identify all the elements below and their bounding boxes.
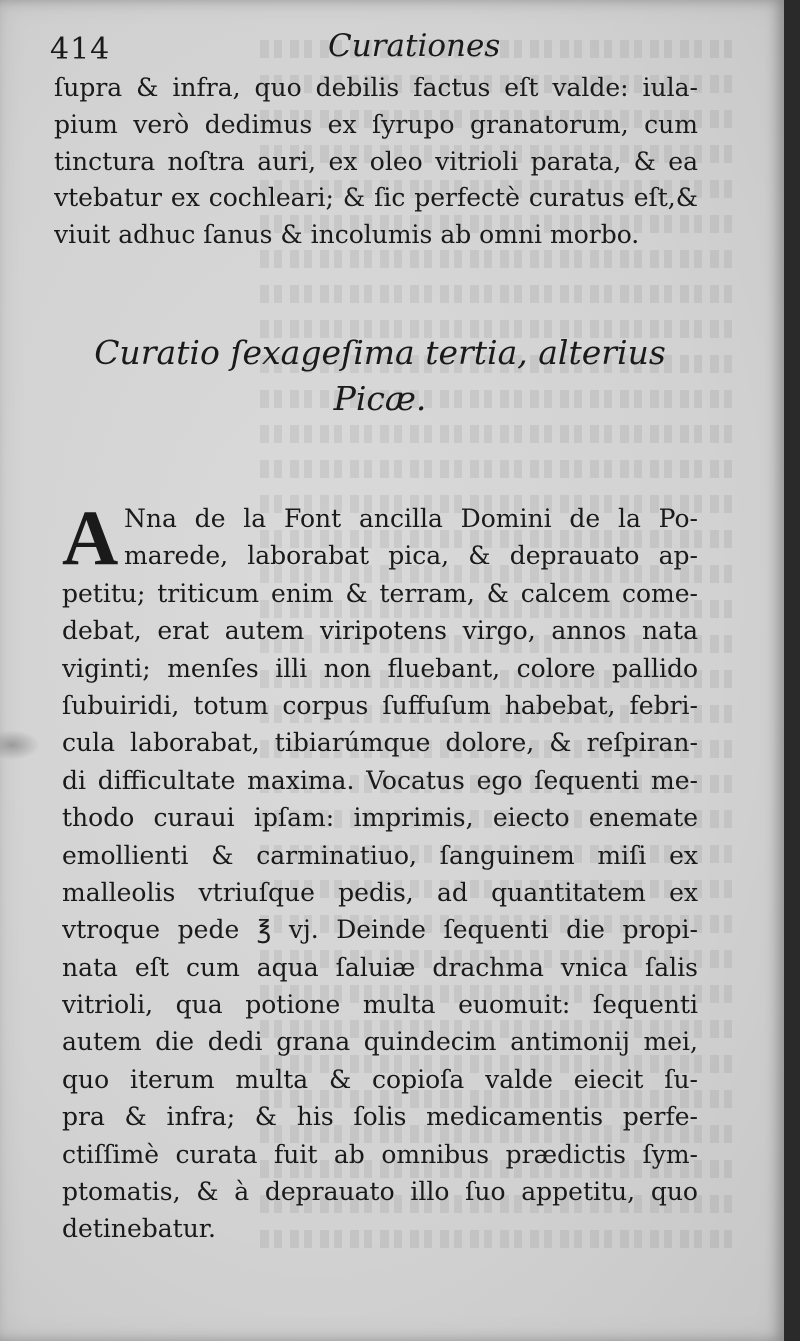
continued-paragraph: [54, 70, 698, 254]
text-line: di difficultate maxima. Vocatus ego ſequenti me-: [62, 765, 698, 795]
page-number: 414: [50, 32, 111, 67]
text-line: vitrioli, qua potione multa euomuit: ſequenti: [62, 990, 698, 1020]
section-heading: [60, 330, 700, 422]
text-line: viginti; menſes illi non fluebant, colore pallido: [62, 653, 698, 683]
heading-line-1: Curatio ſexageſima tertia, alterius: [94, 333, 666, 372]
text-line: quo iterum multa & copioſa valde eiecit ſu-: [62, 1064, 698, 1094]
text-line: debat, erat autem viripotens virgo, annos nata: [62, 616, 698, 646]
text-line: Nna de la Font ancilla Domini de la Po-: [124, 504, 698, 533]
text-line: ſubuiridi, totum corpus ſuffuſum habebat, febri-: [62, 690, 698, 720]
page-smudge: [0, 730, 40, 760]
text-line: emollienti & carminatiuo, ſanguinem miſi ex: [62, 840, 698, 870]
text-line: ctiſſimè curata fuit ab omnibus prædictis ſym-: [62, 1139, 698, 1169]
text-line: detinebatur.: [62, 1214, 216, 1244]
text-line: autem die dedi grana quindecim antimonij mei,: [62, 1027, 698, 1057]
text-line: ptomatis, & à deprauato illo ſuo appetitu, quo: [62, 1177, 698, 1207]
text-line: thodo curaui ipſam: imprimis, eiecto enemate: [62, 803, 698, 833]
text-line: vtebatur ex cochleari; & ſic perfectè curatus eſt,&: [54, 183, 698, 213]
heading-line-2: Picæ.: [333, 379, 427, 418]
running-title: Curationes: [328, 28, 501, 64]
text-line: tinctura noſtra auri, ex oleo vitrioli parata, & ea: [54, 146, 698, 176]
running-head: [48, 22, 748, 72]
text-line: vtroque pede ℥ vj. Deinde ſequenti die propi-: [62, 915, 698, 945]
text-line: pium verò dedimus ex ſyrupo granatorum, cum: [54, 109, 698, 139]
text-line: marede, laborabat pica, & deprauato ap-: [124, 541, 698, 571]
text-line: nata eſt cum aqua ſaluiæ drachma vnica ſalis: [62, 952, 698, 982]
text-line: petitu; triticum enim & terram, & calcem come-: [62, 578, 698, 608]
text-line: pra & infra; & his ſolis medicamentis perfe-: [62, 1102, 698, 1132]
main-paragraph: [62, 494, 698, 1248]
text-line: ſupra & infra, quo debilis factus eſt valde: iula-: [54, 73, 698, 102]
drop-cap: A: [62, 494, 119, 581]
text-line: cula laborabat, tibiarúmque dolore, & reſpiran-: [62, 728, 698, 758]
text-line: viuit adhuc ſanus & incolumis ab omni morbo.: [54, 220, 640, 250]
text-line: malleolis vtriuſque pedis, ad quantitatem ex: [62, 877, 698, 907]
